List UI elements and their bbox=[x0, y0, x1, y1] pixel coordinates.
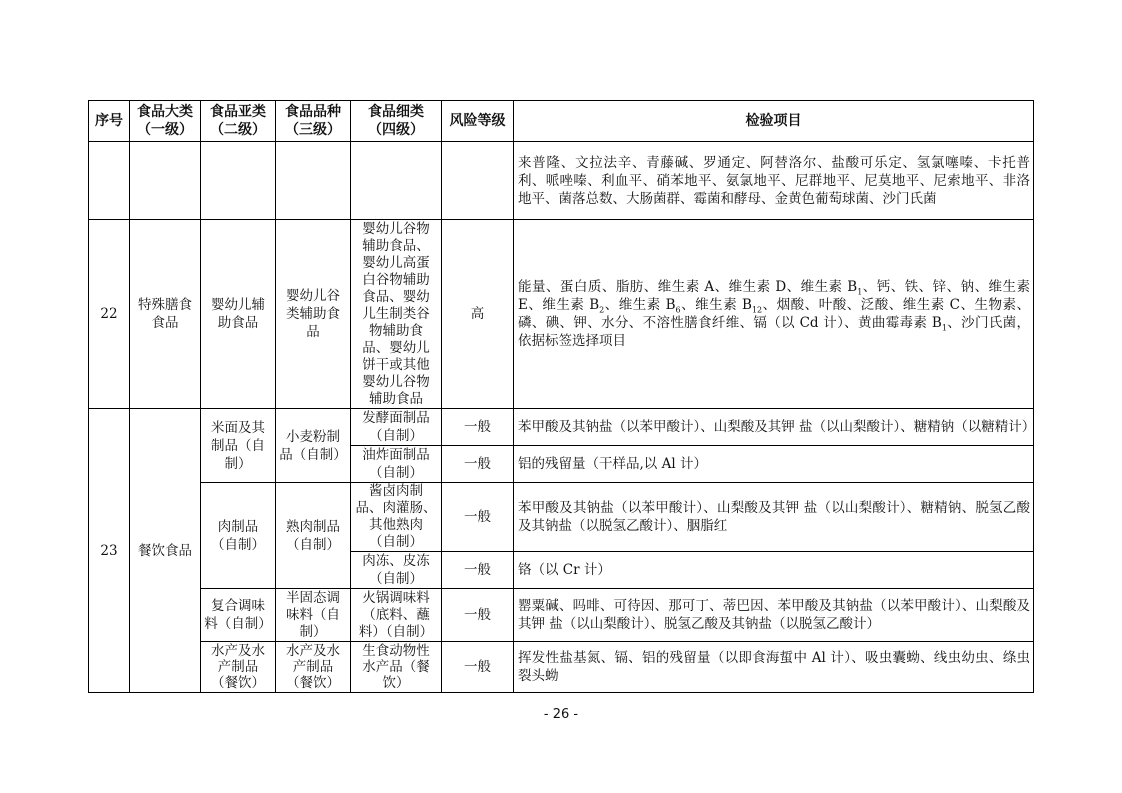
table-row-23-5 bbox=[89, 589, 1034, 642]
subscript: 2 bbox=[599, 305, 605, 315]
cell-test-items: 苯甲酸及其钠盐（以苯甲酸计）、山梨酸及其钾 盐（以山梨酸计）、糖精钠、脱氢乙酸及其钠盐（以脱氢乙酸计）、胭脂红 bbox=[514, 483, 1034, 552]
table-row-23-6 bbox=[89, 642, 1034, 693]
cell-empty bbox=[89, 142, 130, 220]
cell-category-level2: 水产及水 产制品 （餐饮） bbox=[201, 642, 276, 693]
cell-category-level2: 肉制品 （自制） bbox=[201, 483, 276, 589]
cell-category-level3: 半固态调 味料（自 制） bbox=[276, 589, 351, 642]
cell-category-level4: 火锅调味料 （底料、蘸 料）（自制） bbox=[351, 589, 442, 642]
table-row-continuation bbox=[89, 142, 1034, 220]
cell-test-items: 苯甲酸及其钠盐（以苯甲酸计）、山梨酸及其钾 盐（以山梨酸计）、糖精钠（以糖精计） bbox=[514, 409, 1034, 446]
cell-risk-level: 一般 bbox=[442, 446, 514, 483]
cell-category-level4: 酱卤肉制 品、肉灌肠、 其他熟肉 （自制） bbox=[351, 483, 442, 552]
text-part: 、维生素 B bbox=[680, 297, 752, 313]
cell-category-level3: 熟肉制品 （自制） bbox=[276, 483, 351, 589]
cell-risk-level: 一般 bbox=[442, 483, 514, 552]
header-category-level3: 食品品种 （三级） bbox=[276, 101, 351, 142]
header-test-items: 检验项目 bbox=[514, 101, 1034, 142]
cell-category-level4: 生食动物性 水产品（餐 饮） bbox=[351, 642, 442, 693]
subscript: 12 bbox=[751, 305, 763, 315]
cell-category-level4: 婴幼儿谷物 辅助食品、 婴幼儿高蛋 白谷物辅助 食品、婴幼 儿生制类谷 物辅助食 品、婴幼儿 饼干或其他 婴幼儿谷物 辅助食品 bbox=[351, 220, 442, 409]
cell-risk-level: 高 bbox=[442, 220, 514, 409]
cell-risk-level: 一般 bbox=[442, 552, 514, 589]
page-number: - 26 - bbox=[543, 707, 579, 722]
cell-test-items: 挥发性盐基氮、镉、铝的残留量（以即食海蜇中 Al 计）、吸虫囊蚴、线虫幼虫、绦虫裂头蚴 bbox=[514, 642, 1034, 693]
cell-category-level2: 米面及其 制品（自 制） bbox=[201, 409, 276, 483]
cell-empty bbox=[442, 142, 514, 220]
header-seq: 序号 bbox=[89, 101, 130, 142]
subscript: 6 bbox=[675, 305, 681, 315]
cell-test-items: 铬（以 Cr 计） bbox=[514, 552, 1034, 589]
cell-category-level1: 特殊膳食 食品 bbox=[130, 220, 201, 409]
header-category-level1: 食品大类 （一级） bbox=[130, 101, 201, 142]
cell-risk-level: 一般 bbox=[442, 589, 514, 642]
text-part: 、维生素 B bbox=[604, 297, 676, 313]
header-category-level2: 食品亚类 （二级） bbox=[201, 101, 276, 142]
subscript: 1 bbox=[857, 287, 863, 297]
cell-seq: 23 bbox=[89, 409, 130, 693]
cell-seq: 22 bbox=[89, 220, 130, 409]
text-part: 、烟酸、叶酸、泛酸、维生素 C、生物素、磷、碘、钾、水分、不溶性膳食纤维、镉（以 Cd 计）、黄曲霉毒素 B bbox=[518, 297, 1031, 331]
cell-category-level2: 婴幼儿辅 助食品 bbox=[201, 220, 276, 409]
cell-risk-level: 一般 bbox=[442, 409, 514, 446]
cell-category-level3: 小麦粉制 品（自制） bbox=[276, 409, 351, 483]
cell-empty bbox=[130, 142, 201, 220]
table-row-23-1 bbox=[89, 409, 1034, 446]
cell-test-items: 铝的残留量（干样品,以 Al 计） bbox=[514, 446, 1034, 483]
header-risk-level: 风险等级 bbox=[442, 101, 514, 142]
subscript: 1 bbox=[941, 323, 947, 333]
cell-empty bbox=[276, 142, 351, 220]
table-row-22 bbox=[89, 220, 1034, 409]
cell-category-level4: 肉冻、皮冻 （自制） bbox=[351, 552, 442, 589]
cell-empty bbox=[201, 142, 276, 220]
cell-test-items: 来普隆、文拉法辛、青藤碱、罗通定、阿替洛尔、盐酸可乐定、氢氯噻嗪、卡托普利、哌唑嗪、利血平、硝苯地平、氨氯地平、尼群地平、尼莫地平、尼索地平、非洛地平、菌落总数、大肠菌群、霉菌和酵母、金黄色葡萄球菌、沙门氏菌 bbox=[514, 142, 1034, 220]
cell-category-level2: 复合调味 料（自制） bbox=[201, 589, 276, 642]
cell-risk-level: 一般 bbox=[442, 642, 514, 693]
text-part: 能量、蛋白质、脂肪、维生素 A、维生素 D、维生素 B bbox=[518, 279, 858, 295]
table-row-23-3 bbox=[89, 483, 1034, 552]
table-header-row bbox=[89, 101, 1034, 142]
cell-category-level1: 餐饮食品 bbox=[130, 409, 201, 693]
header-category-level4: 食品细类 （四级） bbox=[351, 101, 442, 142]
cell-category-level3: 水产及水 产制品 （餐饮） bbox=[276, 642, 351, 693]
text-part: 、钙、铁、锌、钠、维生素 E、维生素 B bbox=[518, 279, 1031, 313]
text-part: 、沙门氏菌，依据标签选择项目 bbox=[518, 315, 1031, 349]
cell-test-items: 罂粟碱、吗啡、可待因、那可丁、蒂巴因、苯甲酸及其钠盐（以苯甲酸计）、山梨酸及其钾 盐（以山梨酸计）、脱氢乙酸及其钠盐（以脱氢乙酸计） bbox=[514, 589, 1034, 642]
cell-category-level3: 婴幼儿谷 类辅助食 品 bbox=[276, 220, 351, 409]
cell-empty bbox=[351, 142, 442, 220]
cell-test-items bbox=[514, 220, 1034, 409]
cell-category-level4: 油炸面制品 （自制） bbox=[351, 446, 442, 483]
cell-category-level4: 发酵面制品 （自制） bbox=[351, 409, 442, 446]
inspection-table bbox=[88, 100, 1034, 693]
